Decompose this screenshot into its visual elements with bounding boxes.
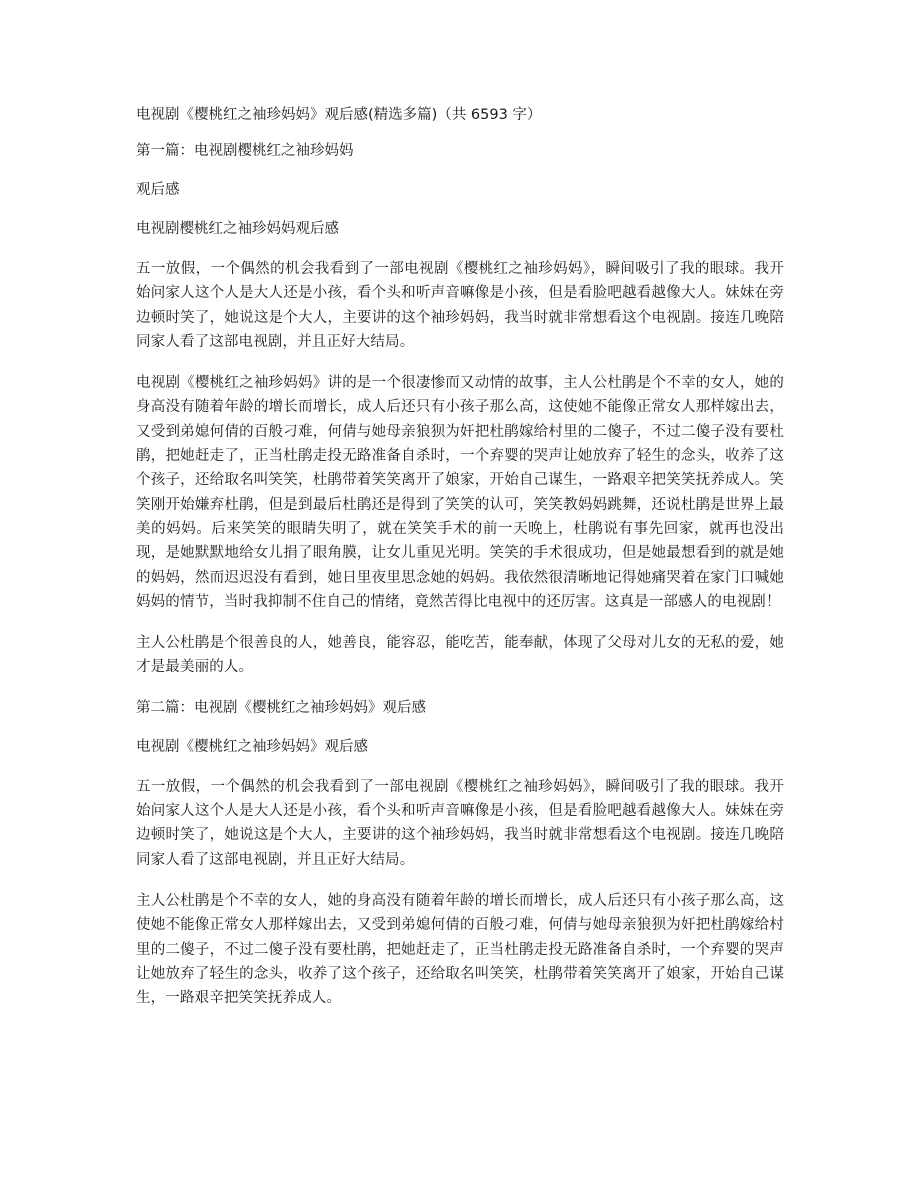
section-1-paragraph-1: 五一放假，一个偶然的机会我看到了一部电视剧《樱桃红之袖珍妈妈》，瞬间吸引了我的眼球。我开始问家人这个人是大人还是小孩，看个头和听声音嘛像是小孩，但是看脸吧越看越像大人。妹妹在旁边顿时笑了，她说这是个大人，主要讲的这个袖珍妈妈，我当时就非常想看这个电视剧。接连几晚陪同家人看了这部电视剧，并且正好大结局。: [136, 261, 784, 350]
section-2-essay-title: 电视剧《樱桃红之袖珍妈妈》观后感: [136, 738, 368, 755]
section-2-paragraph-1: 五一放假，一个偶然的机会我看到了一部电视剧《樱桃红之袖珍妈妈》，瞬间吸引了我的眼球。我开始问家人这个人是大人还是小孩，看个头和听声音嘛像是小孩，但是看脸吧越看越像大人。妹妹在旁边顿时笑了，她说这是个大人，主要讲的这个袖珍妈妈，我当时就非常想看这个电视剧。接连几晚陪同家人看了这部电视剧，并且正好大结局。: [136, 778, 784, 868]
document-page: [136, 104, 784, 1027]
section-2-heading: 第二篇：电视剧《樱桃红之袖珍妈妈》观后感: [136, 699, 426, 716]
section-1-subheading: 观后感: [136, 182, 180, 198]
section-1-heading: 第一篇：电视剧樱桃红之袖珍妈妈: [136, 143, 354, 159]
section-1-paragraph-3: 主人公杜鹃是个很善良的人，她善良，能容忍，能吃苦，能奉献，体现了父母对儿女的无私的爱，她才是最美丽的人。: [136, 635, 784, 676]
document-title: 电视剧《樱桃红之袖珍妈妈》观后感(精选多篇)（共 6593 字）: [136, 107, 542, 123]
section-1-paragraph-2: 电视剧《樱桃红之袖珍妈妈》讲的是一个很凄惨而又动情的故事，主人公杜鹃是个不幸的女人，她的身高没有随着年龄的增长而增长，成人后还只有小孩子那么高，这使她不能像正常女人那样嫁出去，又受到弟媳何倩的百般刁难，何倩与她母亲狼狈为奸把杜鹃嫁给村里的二傻子，不过二傻子没有要杜鹃，把她赶走了，正当杜鹃走投无路准备自杀时，一个弃婴的哭声让她放弃了轻生的念头，收养了这个孩子，还给取名叫笑笑，杜鹃带着笑笑离开了娘家，开始自己谋生，一路艰辛把笑笑抚养成人。笑笑刚开始嫌弃杜鹃，但是到最后杜鹃还是得到了笑笑的认可，笑笑教妈妈跳舞，还说杜鹃是世界上最美的妈妈。后来笑笑的眼睛失明了，就在笑笑手术的前一天晚上，杜鹃说有事先回家，就再也没出现，是她默默地给女儿捐了眼角膜，让女儿重见光明。笑笑的手术很成功，但是她最想看到的就是她的妈妈，然而迟迟没有看到，她日里夜里思念她的妈妈。我依然很清晰地记得她痛哭着在家门口喊她妈妈的情节，当时我抑制不住自己的情绪，竟然苦得比电视中的还厉害。这真是一部感人的电视剧！: [136, 375, 784, 610]
section-2-paragraph-2: 主人公杜鹃是个不幸的女人，她的身高没有随着年龄的增长而增长，成人后还只有小孩子那么高，这使她不能像正常女人那样嫁出去，又受到弟媳何倩的百般刁难，何倩与她母亲狼狈为奸把杜鹃嫁给村里的二傻子，不过二傻子没有要杜鹃，把她赶走了，正当杜鹃走投无路准备自杀时，一个弃婴的哭声让她放弃了轻生的念头，收养了这个孩子，还给取名叫笑笑，杜鹃带着笑笑离开了娘家，开始自己谋生，一路艰辛把笑笑抚养成人。: [136, 892, 784, 1007]
section-1-essay-title: 电视剧樱桃红之袖珍妈妈观后感: [136, 221, 339, 237]
